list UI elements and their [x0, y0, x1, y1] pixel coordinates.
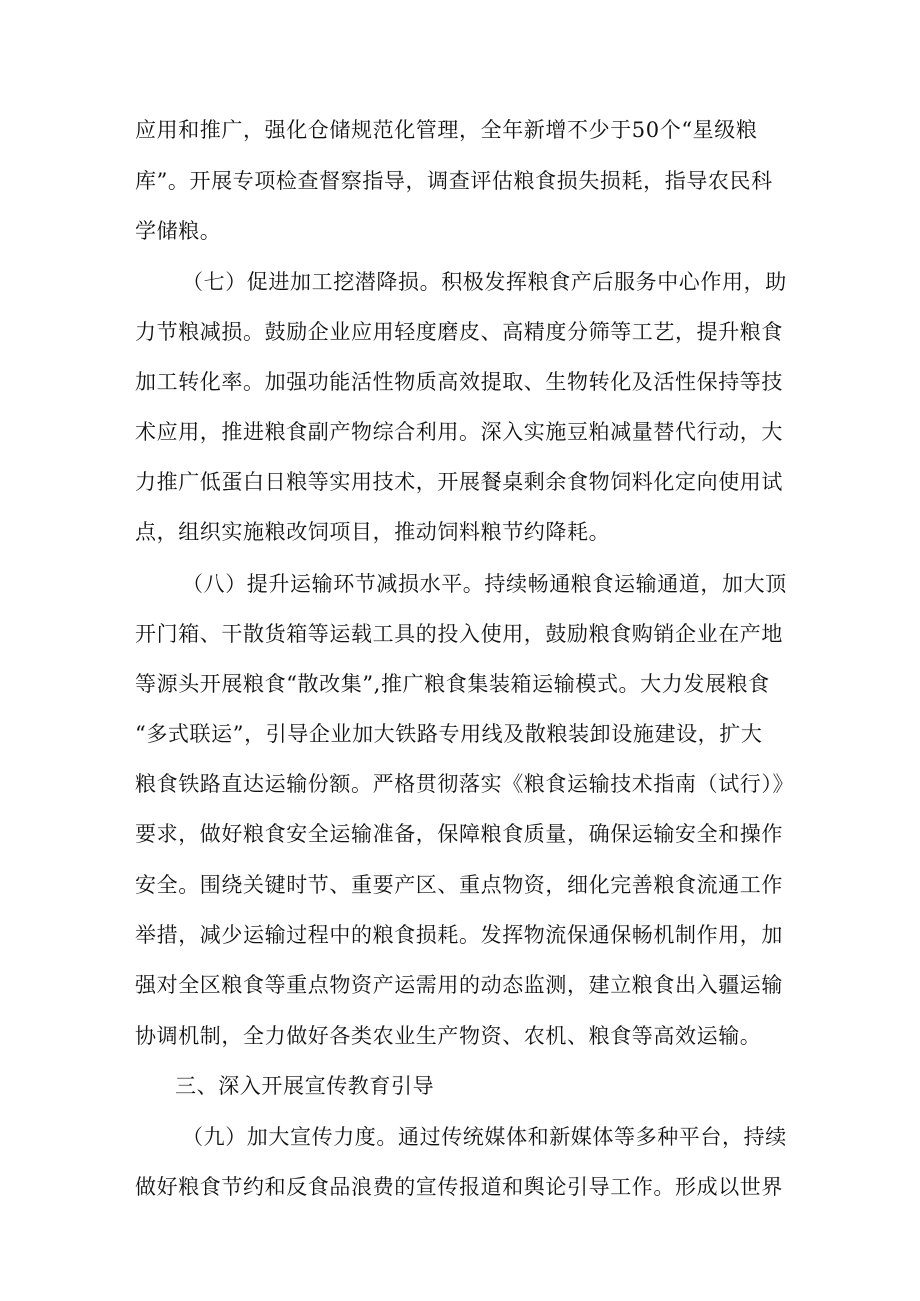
text-line: 要求，做好粮食安全运输准备，保障粮食质量，确保运输安全和操作	[135, 822, 783, 846]
text-line: 术应用，推进粮食副产物综合利用。深入实施豆粕减量替代行动，大	[135, 420, 783, 444]
text-line: 加工转化率。加强功能活性物质高效提取、生物转化及活性保持等技	[135, 370, 783, 394]
text-line: 学储粮。	[135, 219, 222, 243]
chapter-heading-3: 三、深入开展宣传教育引导	[175, 1074, 435, 1098]
text-line: “多式联运”，引导企业加大铁路专用线及散粮装卸设施建设，扩大	[135, 722, 763, 746]
text-line: 等源头开展粮食“散改集”,推广粮食集装箱运输模式。大力发展粮食	[135, 672, 770, 696]
text-line: 力推广低蛋白日粮等实用技术，开展餐桌剩余食物饲料化定向使用试	[135, 470, 783, 494]
text-line: 开门箱、干散货箱等运载工具的投入使用，鼓励粮食购销企业在产地	[135, 622, 783, 646]
text-line: 做好粮食节约和反食品浪费的宣传报道和舆论引导工作。形成以世界	[135, 1175, 783, 1199]
section-heading-9: （九）加大宣传力度。通过传统媒体和新媒体等多种平台，持续	[182, 1125, 787, 1149]
text-line: 粮食铁路直达运输份额。严格贯彻落实《粮食运输技术指南（试行）》	[135, 772, 795, 796]
text-line: 应用和推广，强化仓储规范化管理，全年新增不少于50个“星级粮	[135, 118, 758, 142]
text-line: 安全。围绕关键时节、重要产区、重点物资，细化完善粮食流通工作	[135, 873, 783, 897]
text-line: 力节粮减损。鼓励企业应用轻度磨皮、高精度分筛等工艺，提升粮食	[135, 320, 783, 344]
text-line: 强对全区粮食等重点物资产运需用的动态监测，建立粮食出入疆运输	[135, 973, 783, 997]
text-line: 点，组织实施粮改饲项目，推动饲料粮节约降耗。	[135, 520, 611, 544]
section-heading-7: （七）促进加工挖潜降损。积极发挥粮食产后服务中心作用，助	[182, 270, 787, 294]
text-line: 协调机制，全力做好各类农业生产物资、农机、粮食等高效运输。	[135, 1024, 762, 1048]
text-line: 举措，减少运输过程中的粮食损耗。发挥物流保通保畅机制作用，加	[135, 923, 783, 947]
section-heading-8: （八）提升运输环节减损水平。持续畅通粮食运输通道，加大顶	[182, 572, 787, 596]
text-line: 库”。开展专项检查督察指导，调查评估粮食损失损耗，指导农民科	[135, 169, 773, 193]
